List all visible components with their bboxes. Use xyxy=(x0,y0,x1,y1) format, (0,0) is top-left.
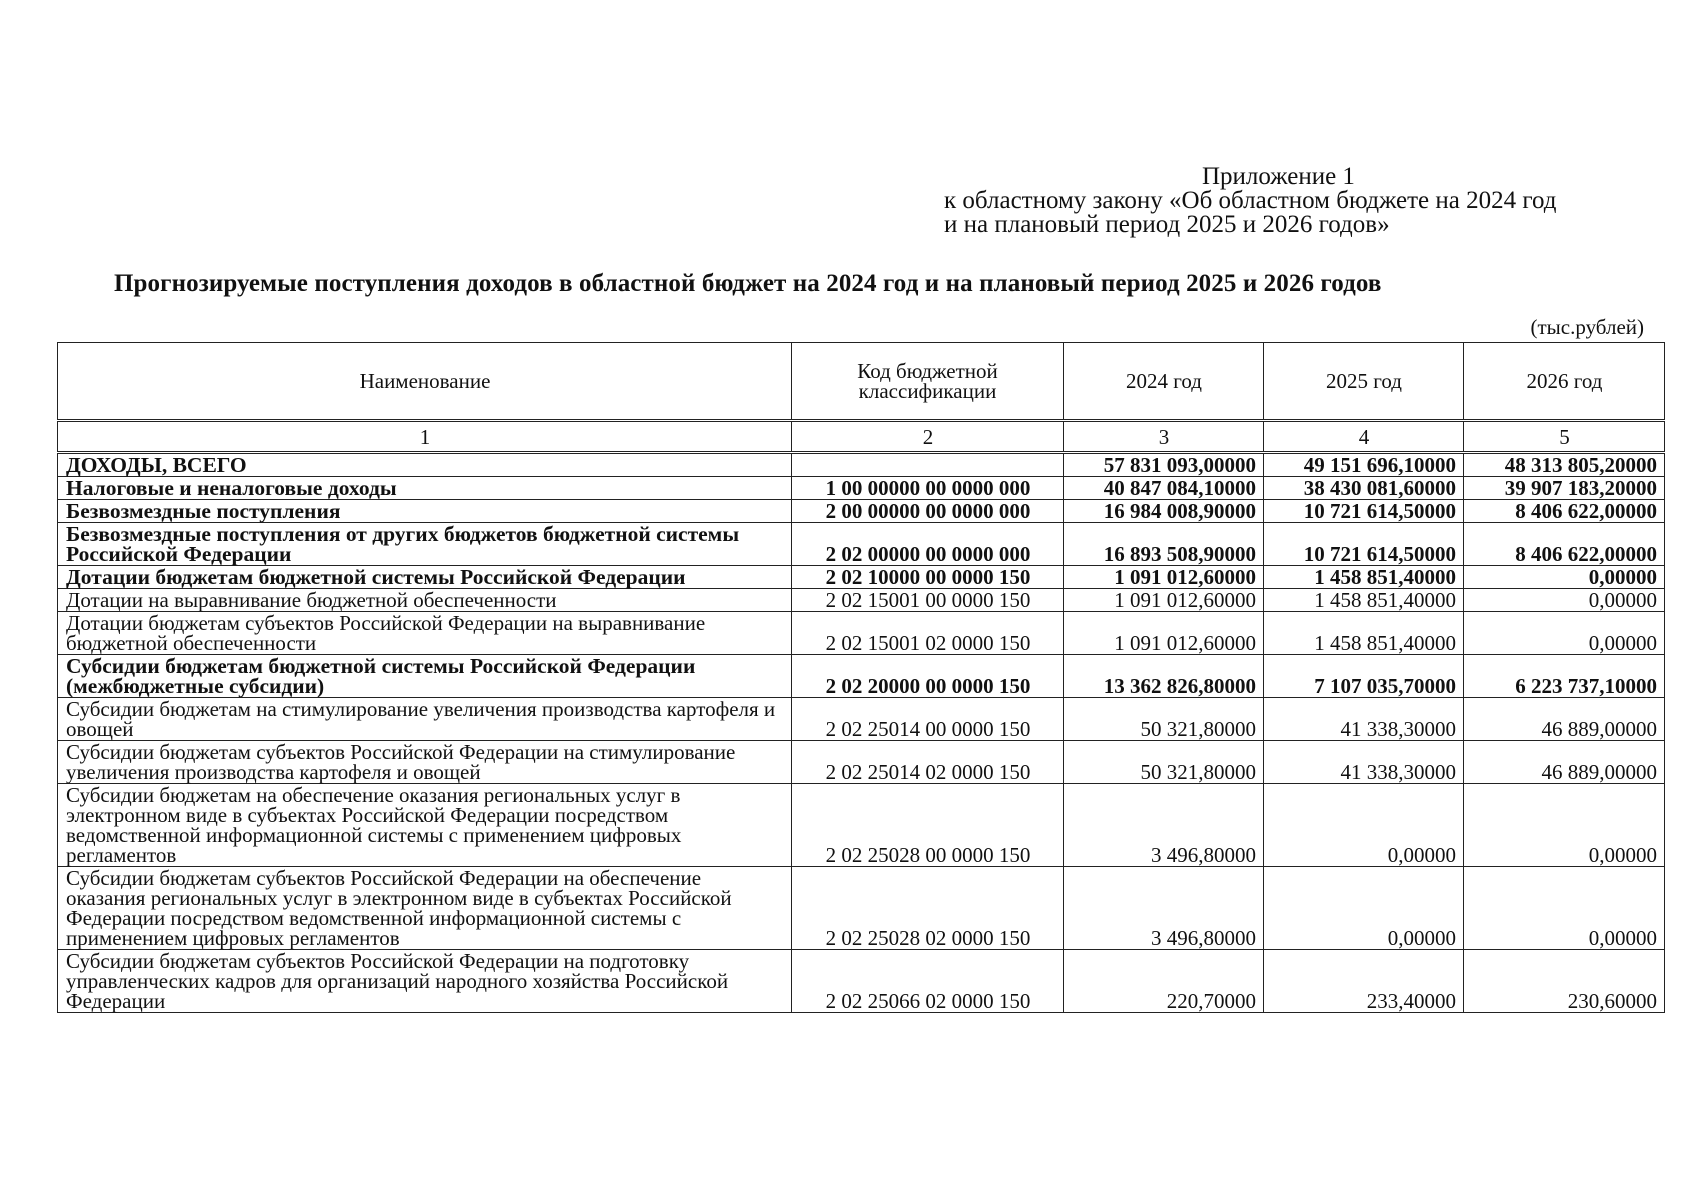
header-2024: 2024 год xyxy=(1064,343,1264,421)
row-value-2025: 10 721 614,50000 xyxy=(1264,523,1464,566)
row-value-2026: 39 907 183,20000 xyxy=(1464,477,1665,500)
table-row xyxy=(58,867,1665,950)
row-value-2025: 0,00000 xyxy=(1264,784,1464,867)
row-value-2024: 16 893 508,90000 xyxy=(1064,523,1264,566)
table-row xyxy=(58,500,1665,523)
appendix-note xyxy=(944,165,1557,237)
row-code-cell: 1 00 00000 00 0000 000 xyxy=(792,477,1064,500)
table-row xyxy=(58,784,1665,867)
row-value-2024: 1 091 012,60000 xyxy=(1064,566,1264,589)
table-row xyxy=(58,741,1665,784)
row-value-2024: 3 496,80000 xyxy=(1064,867,1264,950)
row-value-2025: 41 338,30000 xyxy=(1264,698,1464,741)
column-number-row xyxy=(58,421,1665,453)
units-label: (тыс.рублей) xyxy=(1530,315,1644,339)
revenue-table xyxy=(57,342,1665,1013)
table-row xyxy=(58,589,1665,612)
row-code-cell xyxy=(792,453,1064,477)
appendix-line-1: к областному закону «Об областном бюджете на 2024 год xyxy=(944,187,1557,214)
row-value-2025: 41 338,30000 xyxy=(1264,741,1464,784)
row-code-cell: 2 02 10000 00 0000 150 xyxy=(792,566,1064,589)
row-code-cell: 2 02 25066 02 0000 150 xyxy=(792,950,1064,1013)
row-value-2024: 13 362 826,80000 xyxy=(1064,655,1264,698)
header-2026: 2026 год xyxy=(1464,343,1665,421)
row-name-cell: Дотации на выравнивание бюджетной обеспеченности xyxy=(58,589,792,612)
row-value-2025: 1 458 851,40000 xyxy=(1264,589,1464,612)
table-row xyxy=(58,950,1665,1013)
row-value-2024: 220,70000 xyxy=(1064,950,1264,1013)
row-name-cell: Субсидии бюджетам на стимулирование увеличения производства картофеля и овощей xyxy=(58,698,792,741)
table-row xyxy=(58,612,1665,655)
table-row xyxy=(58,655,1665,698)
row-value-2024: 50 321,80000 xyxy=(1064,741,1264,784)
row-value-2025: 38 430 081,60000 xyxy=(1264,477,1464,500)
table-row xyxy=(58,566,1665,589)
row-value-2025: 0,00000 xyxy=(1264,867,1464,950)
row-name-cell: Дотации бюджетам бюджетной системы Российской Федерации xyxy=(58,566,792,589)
table-row xyxy=(58,477,1665,500)
header-code: Код бюджетной классификации xyxy=(792,343,1064,421)
row-name-cell: Субсидии бюджетам субъектов Российской Федерации на подготовку управленческих кадров для организаций народного хозяйства Российской Федерации xyxy=(58,950,792,1013)
column-number: 4 xyxy=(1264,421,1464,453)
row-value-2026: 46 889,00000 xyxy=(1464,741,1665,784)
row-value-2024: 3 496,80000 xyxy=(1064,784,1264,867)
row-name-cell: Субсидии бюджетам бюджетной системы Российской Федерации (межбюджетные субсидии) xyxy=(58,655,792,698)
row-value-2025: 1 458 851,40000 xyxy=(1264,612,1464,655)
row-code-cell: 2 00 00000 00 0000 000 xyxy=(792,500,1064,523)
header-name: Наименование xyxy=(58,343,792,421)
row-name-cell: Дотации бюджетам субъектов Российской Федерации на выравнивание бюджетной обеспеченности xyxy=(58,612,792,655)
row-code-cell: 2 02 25028 02 0000 150 xyxy=(792,867,1064,950)
appendix-number: Приложение 1 xyxy=(1202,163,1355,190)
row-code-cell: 2 02 25014 02 0000 150 xyxy=(792,741,1064,784)
row-name-cell: Безвозмездные поступления от других бюджетов бюджетной системы Российской Федерации xyxy=(58,523,792,566)
row-value-2024: 57 831 093,00000 xyxy=(1064,453,1264,477)
row-value-2025: 7 107 035,70000 xyxy=(1264,655,1464,698)
row-value-2026: 0,00000 xyxy=(1464,612,1665,655)
header-2025: 2025 год xyxy=(1264,343,1464,421)
row-value-2026: 0,00000 xyxy=(1464,784,1665,867)
row-value-2024: 16 984 008,90000 xyxy=(1064,500,1264,523)
table-row xyxy=(58,523,1665,566)
row-value-2026: 0,00000 xyxy=(1464,867,1665,950)
column-number: 1 xyxy=(58,421,792,453)
row-value-2024: 40 847 084,10000 xyxy=(1064,477,1264,500)
row-code-cell: 2 02 25014 00 0000 150 xyxy=(792,698,1064,741)
table-row xyxy=(58,453,1665,477)
row-name-cell: Безвозмездные поступления xyxy=(58,500,792,523)
row-value-2026: 0,00000 xyxy=(1464,589,1665,612)
row-value-2026: 0,00000 xyxy=(1464,566,1665,589)
row-value-2025: 10 721 614,50000 xyxy=(1264,500,1464,523)
row-value-2026: 48 313 805,20000 xyxy=(1464,453,1665,477)
row-code-cell: 2 02 25028 00 0000 150 xyxy=(792,784,1064,867)
row-code-cell: 2 02 00000 00 0000 000 xyxy=(792,523,1064,566)
row-value-2024: 50 321,80000 xyxy=(1064,698,1264,741)
column-number: 5 xyxy=(1464,421,1665,453)
row-code-cell: 2 02 20000 00 0000 150 xyxy=(792,655,1064,698)
row-name-cell: ДОХОДЫ, ВСЕГО xyxy=(58,453,792,477)
row-value-2026: 230,60000 xyxy=(1464,950,1665,1013)
column-number: 3 xyxy=(1064,421,1264,453)
row-value-2025: 1 458 851,40000 xyxy=(1264,566,1464,589)
table-row xyxy=(58,698,1665,741)
row-value-2026: 46 889,00000 xyxy=(1464,698,1665,741)
row-name-cell: Субсидии бюджетам на обеспечение оказания региональных услуг в электронном виде в субъектах Российской Федерации посредством ведомственной информационной системы с применением цифровых регламентов xyxy=(58,784,792,867)
table-header-row xyxy=(58,343,1665,421)
row-code-cell: 2 02 15001 02 0000 150 xyxy=(792,612,1064,655)
row-name-cell: Налоговые и неналоговые доходы xyxy=(58,477,792,500)
row-value-2026: 6 223 737,10000 xyxy=(1464,655,1665,698)
row-value-2024: 1 091 012,60000 xyxy=(1064,589,1264,612)
appendix-line-2: и на плановый период 2025 и 2026 годов» xyxy=(944,211,1390,238)
document-title: Прогнозируемые поступления доходов в областной бюджет на 2024 год и на плановый период 2025 и 2026 годов xyxy=(114,270,1382,297)
column-number: 2 xyxy=(792,421,1064,453)
row-name-cell: Субсидии бюджетам субъектов Российской Федерации на стимулирование увеличения производства картофеля и овощей xyxy=(58,741,792,784)
row-code-cell: 2 02 15001 00 0000 150 xyxy=(792,589,1064,612)
row-value-2026: 8 406 622,00000 xyxy=(1464,500,1665,523)
row-value-2025: 233,40000 xyxy=(1264,950,1464,1013)
row-name-cell: Субсидии бюджетам субъектов Российской Федерации на обеспечение оказания региональных услуг в электронном виде в субъектах Российской Федерации посредством ведомственной информационной системы с применением цифровых регламентов xyxy=(58,867,792,950)
row-value-2026: 8 406 622,00000 xyxy=(1464,523,1665,566)
row-value-2024: 1 091 012,60000 xyxy=(1064,612,1264,655)
row-value-2025: 49 151 696,10000 xyxy=(1264,453,1464,477)
